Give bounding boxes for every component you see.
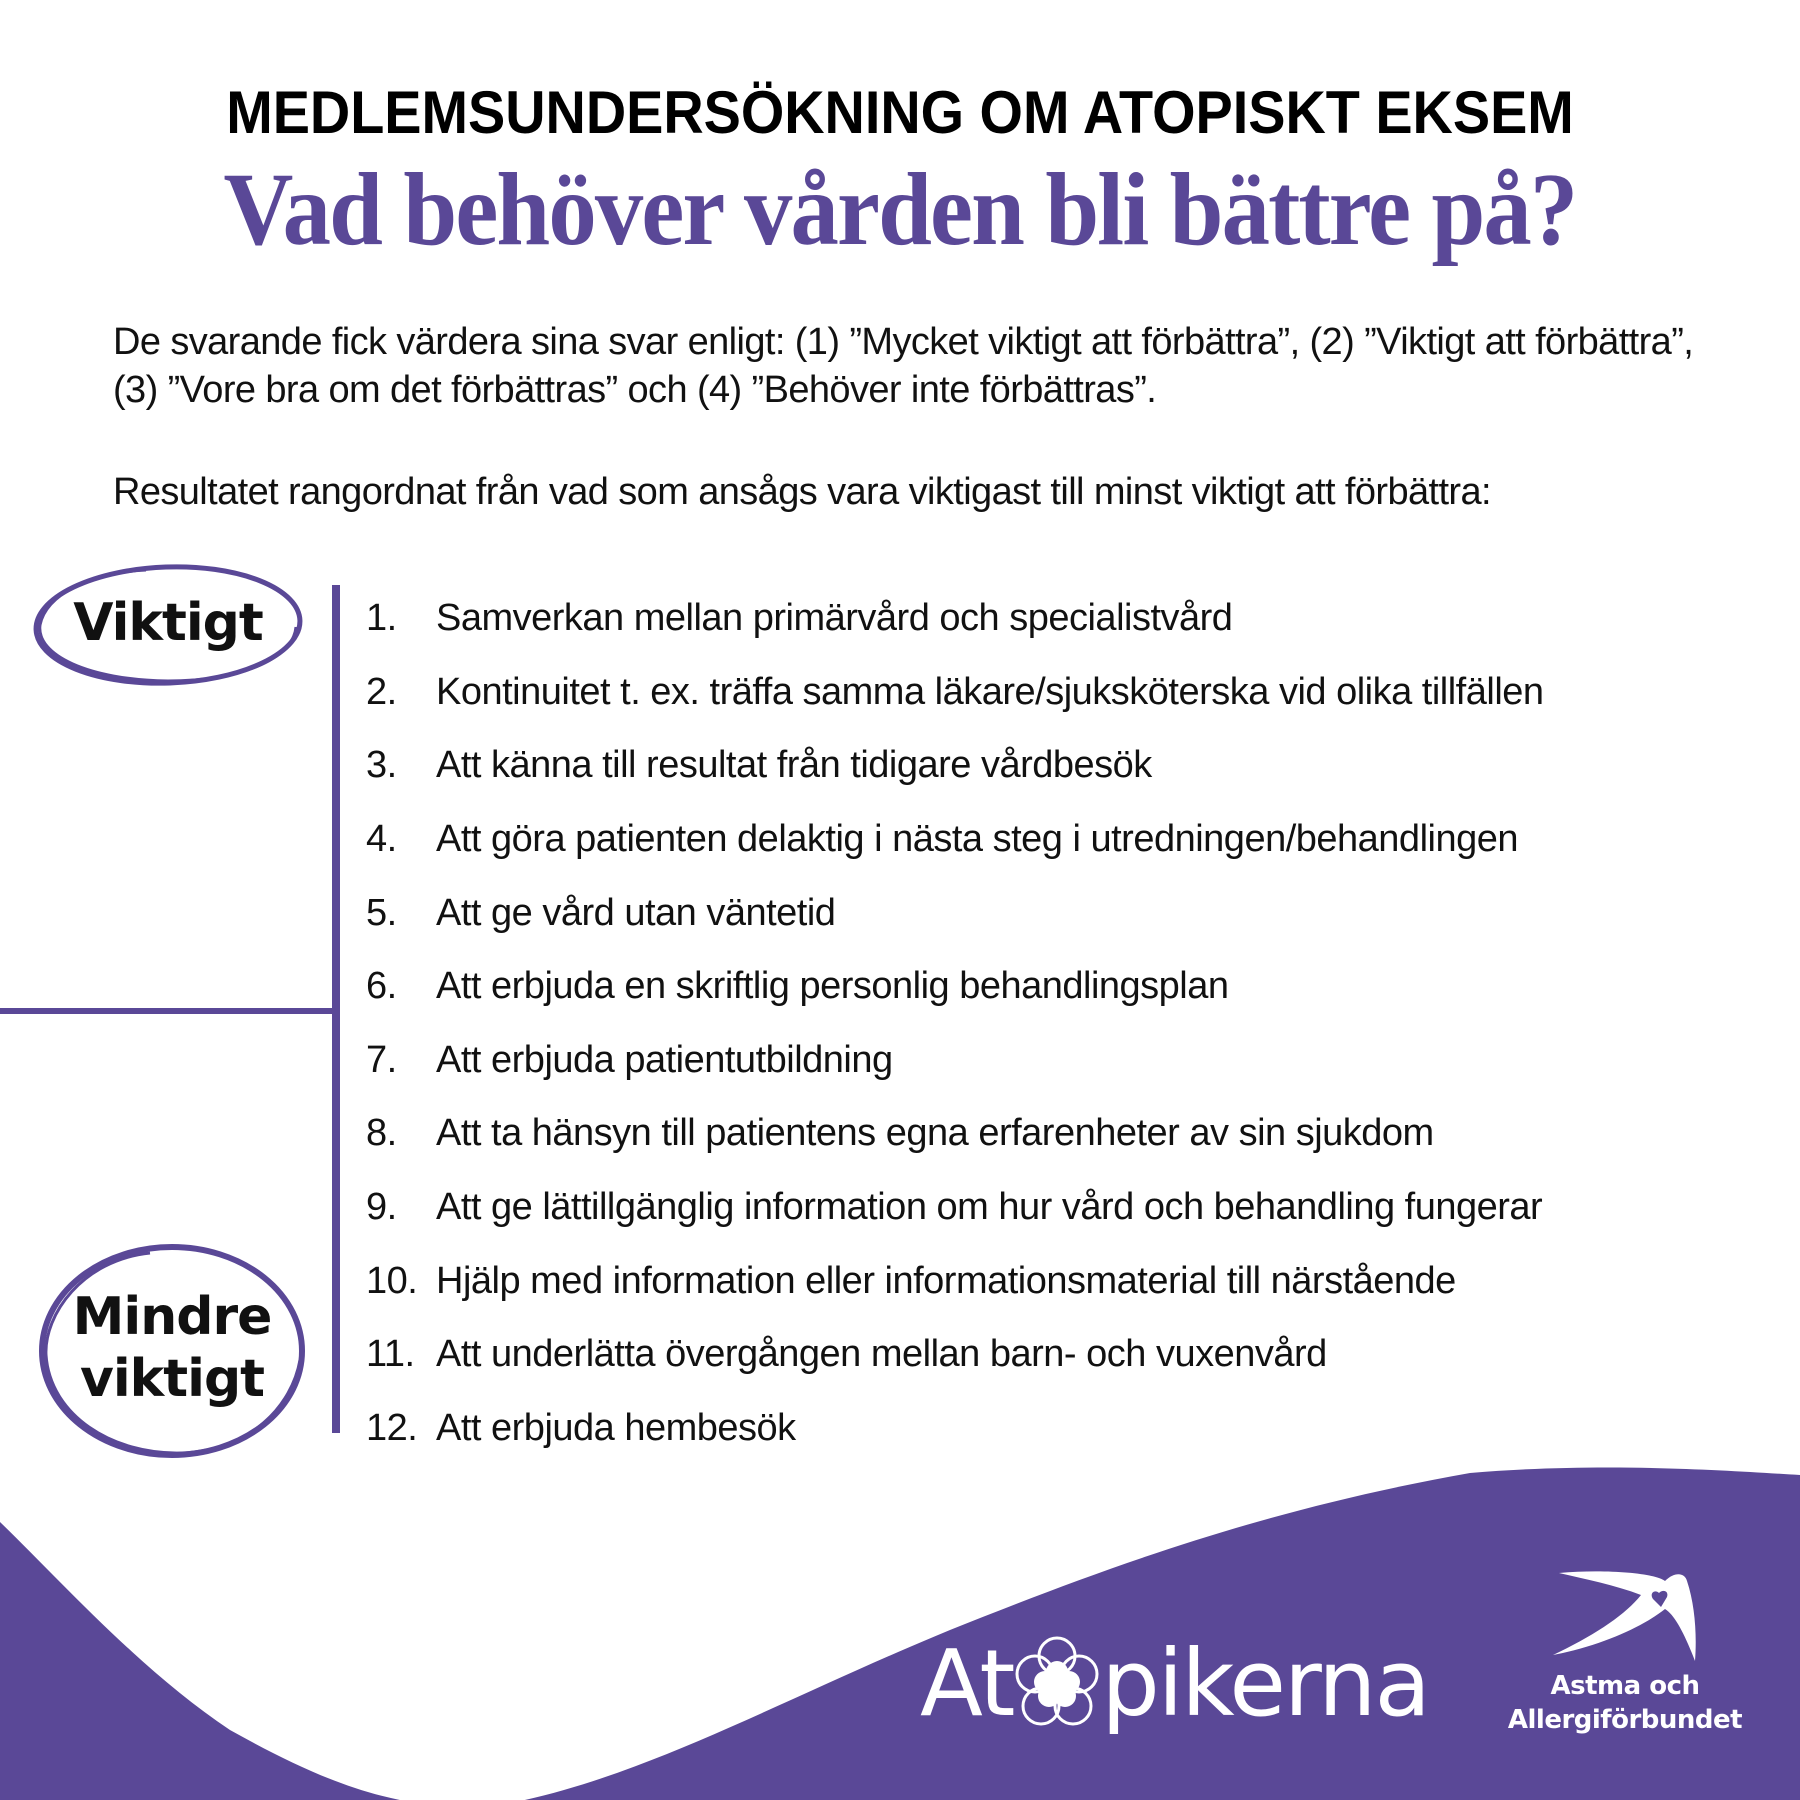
list-item <box>366 876 1786 950</box>
org-name-line1: Astma och <box>1550 1671 1700 1701</box>
item-text: Att känna till resultat från tidigare vårdbesök <box>436 744 1152 787</box>
page-title: Vad behöver vården bli bättre på? <box>223 152 1577 267</box>
list-item <box>366 803 1786 877</box>
item-rank: 2. <box>366 670 397 713</box>
item-rank: 4. <box>366 818 397 861</box>
item-rank: 11. <box>366 1333 415 1376</box>
ranking-list <box>366 582 1786 1465</box>
item-text: Samverkan mellan primärvård och specialistvård <box>436 597 1233 640</box>
item-rank: 7. <box>366 1038 397 1081</box>
item-rank: 5. <box>366 891 397 934</box>
list-item <box>366 1244 1786 1318</box>
list-item <box>366 1171 1786 1245</box>
item-rank: 6. <box>366 965 397 1008</box>
badge-less-important <box>32 1235 312 1465</box>
item-rank: 12. <box>366 1406 418 1449</box>
item-text: Att ge vård utan väntetid <box>436 891 836 934</box>
item-text: Att göra patienten delaktig i nästa steg i utredningen/behandlingen <box>436 818 1518 861</box>
item-rank: 3. <box>366 744 397 787</box>
scale-horizontal-divider <box>0 1008 338 1014</box>
swallow-bird-icon <box>1545 1565 1705 1665</box>
list-item <box>366 1097 1786 1171</box>
badge-less-important-line2: viktigt <box>79 1349 265 1409</box>
intro-paragraph: De svarande fick värdera sina svar enligt: (1) ”Mycket viktigt att förbättra”, (2) ”Viktigt att förbättra”, (3) ”Vore bra om det förbättras” och (4) ”Behöver inte förbättras”. <box>113 321 1694 411</box>
atopikerna-logo <box>920 1630 1429 1737</box>
brand-prefix: At <box>920 1630 1014 1737</box>
item-text: Att erbjuda hembesök <box>436 1406 796 1449</box>
item-rank: 1. <box>366 597 397 640</box>
item-text: Hjälp med information eller informationsmaterial till närstående <box>436 1259 1456 1302</box>
kicker-title: MEDLEMSUNDERSÖKNING OM ATOPISKT EKSEM <box>226 79 1574 146</box>
flower-icon <box>1015 1634 1099 1734</box>
list-item <box>366 582 1786 656</box>
list-item <box>366 1318 1786 1392</box>
badge-less-important-line1: Mindre <box>72 1287 272 1347</box>
item-text: Att ta hänsyn till patientens egna erfarenheter av sin sjukdom <box>436 1112 1434 1155</box>
item-text: Kontinuitet t. ex. träffa samma läkare/sjuksköterska vid olika tillfällen <box>436 670 1544 713</box>
list-item <box>366 729 1786 803</box>
item-text: Att erbjuda patientutbildning <box>436 1038 893 1081</box>
item-rank: 8. <box>366 1112 397 1155</box>
item-rank: 9. <box>366 1186 397 1229</box>
list-item <box>366 950 1786 1024</box>
badge-important-label: Viktigt <box>73 593 263 653</box>
item-text: Att ge lättillgänglig information om hur vård och behandling fungerar <box>436 1186 1543 1229</box>
brand-suffix: pikerna <box>1101 1630 1429 1737</box>
ranking-intro: Resultatet rangordnat från vad som ansågs vara viktigast till minst viktigt att förbättra: <box>113 471 1491 513</box>
item-text: Att erbjuda en skriftlig personlig behandlingsplan <box>436 965 1229 1008</box>
item-text: Att underlätta övergången mellan barn- och vuxenvård <box>436 1333 1327 1376</box>
list-item <box>366 656 1786 730</box>
astma-allergiforbundet-logo <box>1500 1565 1750 1737</box>
list-item <box>366 1024 1786 1098</box>
item-rank: 10. <box>366 1259 418 1302</box>
badge-important <box>28 555 308 695</box>
org-name-line2: Allergiförbundet <box>1507 1705 1743 1735</box>
